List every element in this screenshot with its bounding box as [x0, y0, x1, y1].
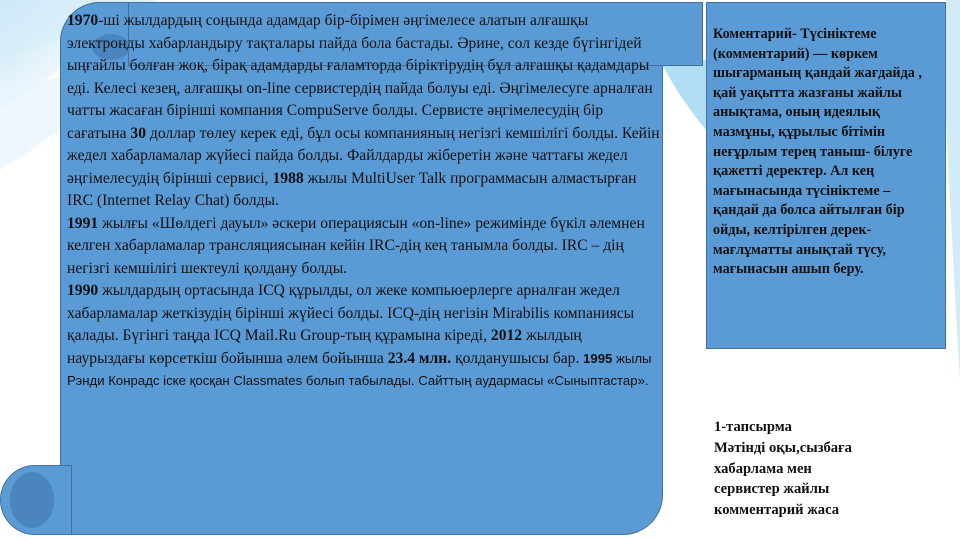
body-text: қолданушысы бар.: [451, 349, 580, 367]
task-line: сервистер жайлы: [714, 481, 830, 498]
body-text: жылы MultiUser Talk программасын алмастырған IRC (Internet Relay Chat) болды.: [67, 169, 637, 209]
main-body-text: [67, 10, 663, 393]
emphasis-text: 23.4 млн.: [387, 349, 452, 367]
body-text: доллар төлеу керек еді, бұл осы компанияның негізгі кемшілігі болды. Кейін жедел хабарламалар жүйесі пайда болды. Файлдарды жіберетін және чаттағы жедел әңгімелесудің бірінші сервисі,: [67, 124, 660, 187]
task-line: Мәтінді оқы,сызбаға: [714, 439, 852, 456]
body-text: жылы Рэнди Конрадс іске қосқан Classmates болып табылады. Сайттың аудармасы «Сыныптастар».: [67, 350, 652, 388]
comment-definition-box: [706, 2, 946, 349]
body-text: -ші жылдардың соңында адамдар бір-бірімен әңгімелесе алатын алғашқы электронды хабарландыру тақталары пайда бола бастады. Әрине, сол кезде бүгінгідей ыңғайлы болған жоқ, бірақ адамдарды ғаламторда біріктірудің бұл алғашқы қадамдары еді. Келесі кезең, алғашқы on-line сервистердің пайда болуы еді. Әңгімелесуге арналған чатты жасаған бірінші компания CompuServe болды. Сервисте әңгімелесудің бір сағатына: [67, 12, 653, 142]
task-title: 1-тапсырма: [714, 419, 792, 435]
body-paragraph: [67, 213, 663, 281]
emphasis-text: 1990: [67, 282, 99, 299]
emphasis-text: 1988: [272, 169, 304, 187]
task-block: [714, 417, 944, 521]
body-text: жылдардың ортасында ICQ құрылды, ол жеке компьюерлерге арналған жедел хабарламалар жеткізудің бірінші жүйесі болды. ICQ-дің негізін Mirabilis компаниясы қалады. Бүгінгі таңда ICQ Mail.Ru Group-тың құрамына кіреді,: [67, 282, 635, 344]
body-text: жылғы «Шөлдегі дауыл» әскери операциясын «on-line» режимінде бүкіл әлемнен келген хабарламалар трансляциясынан кейін IRC-дің кең танымла болды. IRC – дің негізгі кемшілігі шектеулі қолдану болды.: [67, 214, 645, 277]
emphasis-text: 1995: [579, 350, 613, 366]
body-paragraph: [67, 280, 663, 393]
emphasis-text: 30: [130, 124, 146, 142]
comment-definition-text: Коментарий- Түсініктеме (комментарий) — көркем шығарманың қандай жағдайда , қай уақытта жазғаны жайлы анықтама, оның идеялық мазмұны, құрылыс бітімін неғұрлым терең таныш- білуге қажетті деректер. Ал кең мағынасында түсініктеме – қандай да болса айтылған бір ойды, келтірілген дерек-мағлұматты анықтай түсу, мағынасын ашып беру.: [713, 26, 922, 278]
body-text: жылдың наурыздағы көрсеткіш бойынша әлем бойынша: [67, 327, 582, 367]
emphasis-text: 1970: [67, 12, 99, 29]
emphasis-text: 2012: [490, 327, 523, 344]
task-line: хабарлама мен: [714, 460, 812, 477]
task-line: комментарий жаса: [714, 502, 840, 519]
body-paragraph: [67, 10, 663, 213]
emphasis-text: 1991: [67, 214, 99, 232]
scroll-bottom-curl-shade: [10, 472, 54, 528]
